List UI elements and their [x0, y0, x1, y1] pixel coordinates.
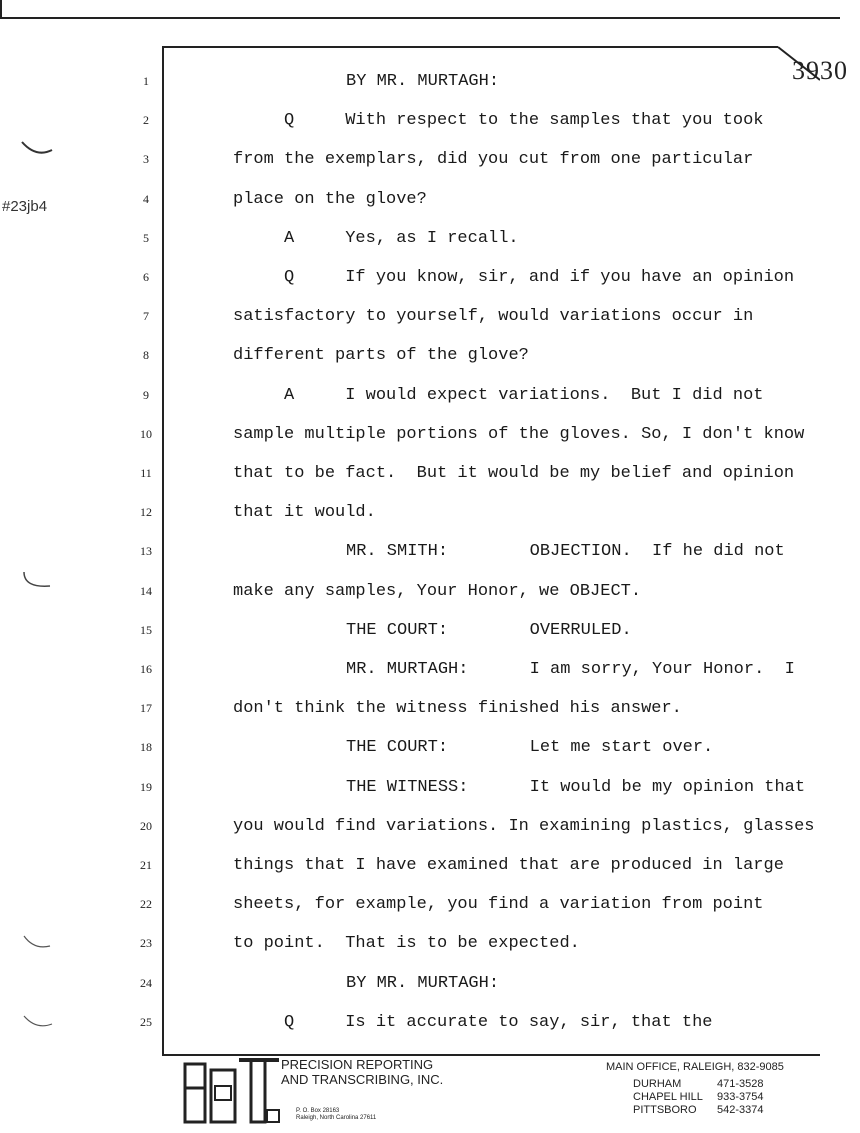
transcript-line: that it would.: [233, 503, 376, 523]
transcript-line: satisfactory to yourself, would variations occur in: [233, 307, 754, 327]
line-number: 4: [143, 191, 149, 206]
office-city: PITTSBORO: [633, 1104, 697, 1116]
transcript-line: Q If you know, sir, and if you have an opinion: [284, 268, 795, 287]
top-rule: [0, 17, 840, 19]
line-number: 10: [140, 426, 152, 441]
margin-mark: [20, 932, 56, 952]
main-office: MAIN OFFICE, RALEIGH, 832-9085: [606, 1061, 784, 1073]
pt-logo-icon: [183, 1058, 283, 1128]
line-number: 21: [140, 858, 152, 872]
margin-mark: [18, 138, 58, 160]
address-line1: P. O. Box 28163: [296, 1108, 340, 1114]
company-name-line1: PRECISION REPORTING: [281, 1057, 434, 1072]
line-number: 7: [143, 309, 149, 324]
margin-mark: [20, 1012, 56, 1032]
line-number: 6: [143, 270, 149, 284]
line-number: 11: [140, 466, 152, 480]
line-number: 19: [140, 779, 152, 794]
line-number: 12: [140, 505, 152, 520]
company-name-line2: AND TRANSCRIBING, INC.: [281, 1072, 444, 1087]
transcript-line: make any samples, Your Honor, we OBJECT.: [233, 581, 642, 601]
company-logo: [183, 1058, 283, 1128]
line-number: 14: [140, 583, 152, 598]
transcript-line: MR. MURTAGH: I am sorry, Your Honor. I: [346, 660, 795, 679]
transcript-line: MR. SMITH: OBJECTION. If he did not: [346, 542, 785, 562]
transcript-line: to point. That is to be expected.: [233, 934, 580, 954]
address-line2: Raleigh, North Carolina 27611: [296, 1115, 377, 1121]
line-number: 13: [140, 544, 152, 559]
transcript-line: place on the glove?: [233, 189, 427, 209]
transcript-line: THE COURT: OVERRULED.: [346, 620, 632, 640]
transcript-line: sample multiple portions of the gloves. So, I don't know: [233, 424, 805, 444]
office-list: [633, 1078, 764, 1117]
office-city: DURHAM: [633, 1078, 682, 1090]
transcript-line: Q Is it accurate to say, sir, that the: [284, 1012, 713, 1032]
office-row: [633, 1091, 764, 1104]
transcript-line: Q With respect to the samples that you took: [284, 111, 764, 131]
line-number: 24: [140, 975, 152, 990]
page-corner-tick: [0, 0, 2, 18]
transcript-line: THE WITNESS: It would be my opinion that: [346, 777, 806, 797]
line-number: 17: [140, 701, 152, 716]
transcript-line: different parts of the glove?: [233, 346, 529, 366]
line-number: 16: [140, 662, 152, 676]
transcript-line: sheets, for example, you find a variation from point: [233, 895, 764, 915]
line-number: 20: [140, 818, 152, 833]
office-phone: 933-3754: [717, 1091, 764, 1103]
line-number: 9: [143, 387, 149, 402]
frame-bottom-border: [162, 1054, 820, 1056]
line-number: 3: [143, 152, 149, 167]
transcript-line: don't think the witness finished his answer.: [233, 699, 682, 719]
line-number: 8: [143, 348, 149, 363]
page-number: 3930: [792, 56, 848, 85]
transcript-line: things that I have examined that are produced in large: [233, 856, 784, 875]
margin-note: #23jb4: [2, 198, 48, 215]
line-number: 5: [143, 230, 149, 245]
office-row: [633, 1104, 764, 1117]
office-phone: 542-3374: [717, 1104, 764, 1116]
transcript-line: BY MR. MURTAGH:: [346, 72, 500, 91]
transcript-line: THE COURT: Let me start over.: [346, 738, 714, 758]
line-number: 2: [143, 113, 149, 128]
line-number: 22: [140, 897, 152, 912]
office-row: [633, 1078, 764, 1091]
line-number: 15: [140, 622, 152, 637]
line-number: 23: [140, 936, 152, 951]
line-number: 1: [143, 74, 149, 88]
transcript-line: that to be fact. But it would be my belief and opinion: [233, 464, 795, 483]
line-number: 25: [140, 1014, 152, 1029]
transcript-line: A I would expect variations. But I did not: [284, 385, 764, 405]
line-number: 18: [140, 740, 152, 755]
transcript-line: A Yes, as I recall.: [284, 228, 519, 248]
office-phone: 471-3528: [717, 1078, 764, 1090]
frame-top-border: [162, 46, 758, 48]
transcript-line: from the exemplars, did you cut from one particular: [233, 150, 754, 170]
transcript-line: you would find variations. In examining plastics, glasses: [233, 816, 815, 836]
office-city: CHAPEL HILL: [633, 1091, 703, 1103]
transcript-line: BY MR. MURTAGH:: [346, 973, 500, 993]
margin-mark: [18, 568, 58, 594]
